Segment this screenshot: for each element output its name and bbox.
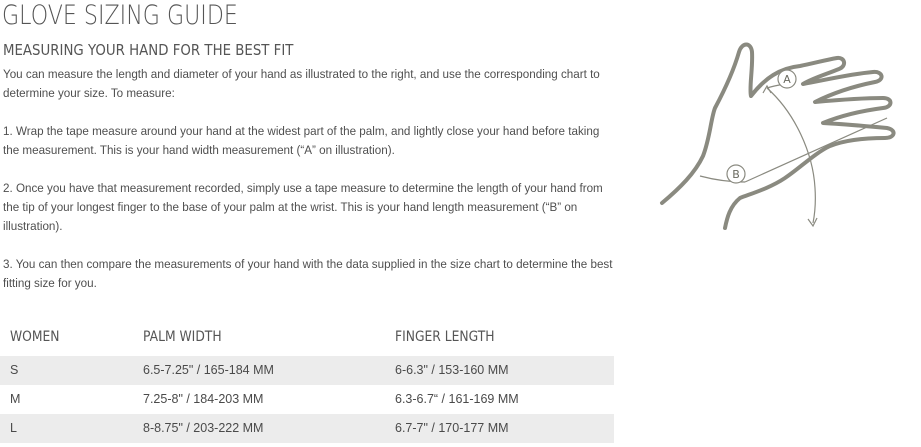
- finger-length-cell: 6.3-6.7“ / 161-169 MM: [395, 392, 519, 406]
- measurement-a-arc: [767, 88, 815, 223]
- table-row: [0, 356, 614, 385]
- size-cell: M: [10, 392, 21, 406]
- section-subtitle: MEASURING YOUR HAND FOR THE BEST FIT: [3, 41, 294, 59]
- step-2-paragraph: 2. Once you have that measurement recorded, simply use a tape measure to determine the length of your hand from the tip of your longest finger to the base of your palm at the wrist. This is your hand length measurement (“B” on illustration).: [3, 181, 603, 233]
- finger-length-cell: 6.7-7" / 170-177 MM: [395, 421, 509, 435]
- page-title: GLOVE SIZING GUIDE: [2, 0, 238, 31]
- table-row: [0, 414, 614, 443]
- hand-measurement-illustration: [655, 38, 920, 238]
- palm-width-cell: 6.5-7.25" / 165-184 MM: [143, 363, 274, 377]
- table-header: [0, 323, 614, 356]
- measurement-b-line: [745, 118, 887, 182]
- step-3-paragraph: 3. You can then compare the measurements of your hand with the data supplied in the size chart to determine the best fitting size for you.: [3, 257, 613, 290]
- palm-width-cell: 8-8.75" / 203-222 MM: [143, 421, 264, 435]
- measurement-a-arrow-bottom: [808, 218, 817, 226]
- palm-width-cell: 7.25-8" / 184-203 MM: [143, 392, 264, 406]
- size-cell: L: [10, 421, 17, 435]
- label-b: B: [732, 168, 740, 181]
- label-a: A: [783, 73, 791, 86]
- intro-paragraph: You can measure the length and diameter of your hand as illustrated to the right, and use the corresponding chart to determine your size. To measure:: [3, 67, 600, 100]
- header-finger-length: FINGER LENGTH: [395, 329, 495, 345]
- size-cell: S: [10, 363, 19, 377]
- finger-length-cell: 6-6.3" / 153-160 MM: [395, 363, 509, 377]
- step-1-paragraph: 1. Wrap the tape measure around your hand at the widest part of the palm, and lightly close your hand before taking the measurement. This is your hand width measurement (“A” on illustration).: [3, 124, 600, 157]
- header-palm-width: PALM WIDTH: [143, 329, 222, 345]
- table-row: [0, 385, 614, 414]
- hand-outline: [662, 45, 894, 229]
- size-chart-table: [0, 323, 614, 443]
- header-women: WOMEN: [10, 329, 60, 345]
